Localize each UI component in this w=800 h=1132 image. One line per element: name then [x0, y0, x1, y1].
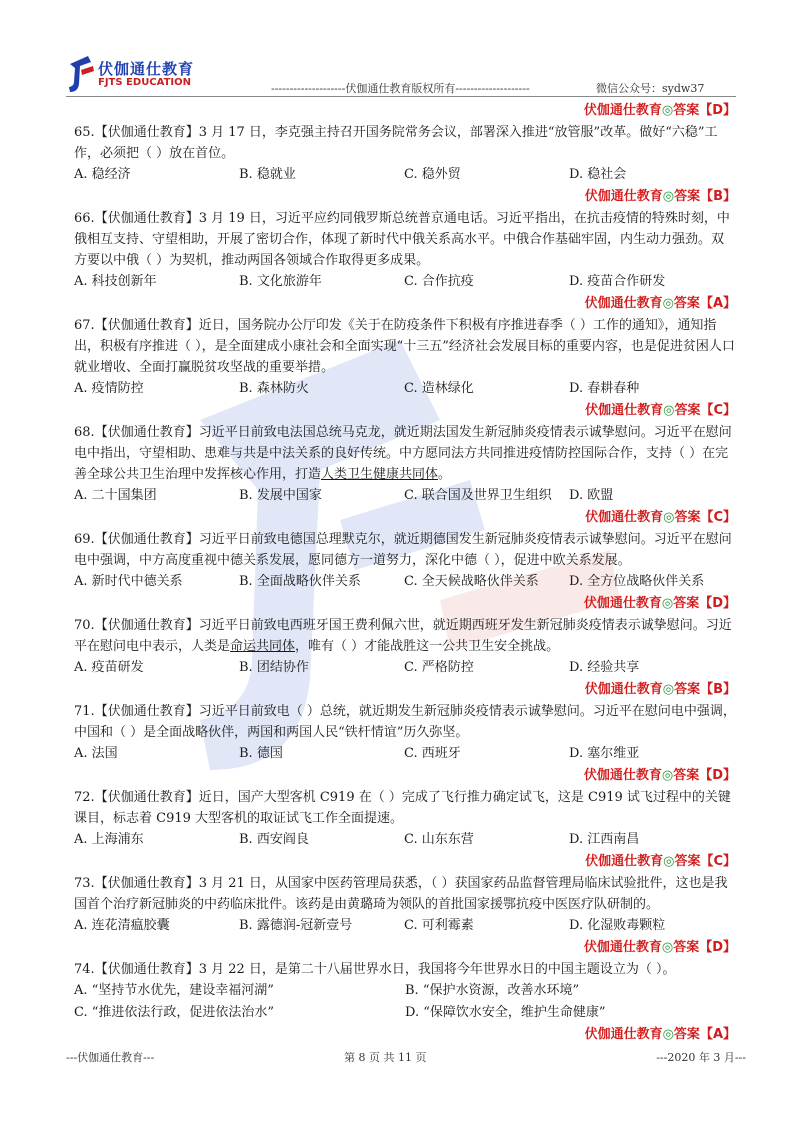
- question-stem: 3 月 17 日，李克强主持召开国务院常务会议，部署深入推进“放管服”改革。做好“六稳”工作，必须把（ ）放在首位。: [74, 125, 718, 161]
- option-d: D. 欧盟: [569, 488, 614, 503]
- question-block: [74, 701, 736, 787]
- option-b: B. 全面战略伙伴关系: [239, 574, 361, 589]
- option-b: B. 西安阎良: [239, 832, 309, 847]
- option-d: D. 稳社会: [569, 167, 627, 182]
- question-source-tag: 【伏伽通仕教育】: [94, 318, 199, 333]
- question-source-tag: 【伏伽通仕教育】: [94, 704, 199, 719]
- option-c: C. 可利霉素: [404, 918, 474, 933]
- option-a: A. 连花清瘟胶囊: [74, 918, 170, 933]
- question-text: [74, 422, 736, 485]
- options-row: [74, 271, 736, 293]
- question-stem: 3 月 22 日，是第二十八届世界水日，我国将今年世界水日的中国主题设立为（ ）。: [198, 962, 676, 977]
- answer-brand: 伏伽通仕教育: [583, 940, 662, 955]
- options-row: [74, 980, 736, 1002]
- option-a: A. 上海浦东: [74, 832, 144, 847]
- answer-label: 答案: [673, 596, 700, 611]
- answer-line: [74, 507, 736, 529]
- answer-label: 答案: [674, 189, 701, 204]
- option-d: D. 疫苗合作研发: [569, 274, 666, 289]
- footer-date: ---2020 年 3 月---: [656, 1051, 746, 1064]
- question-text: [74, 208, 736, 271]
- option-c: C. 稳外贸: [404, 167, 461, 182]
- answer-label: 答案: [673, 103, 700, 118]
- option-c: C. “推进依法行政，促进依法治水”: [74, 1005, 275, 1020]
- options-row: [74, 1002, 736, 1024]
- option-a: A. 疫苗研发: [74, 660, 144, 675]
- answer-label: 答案: [673, 1027, 700, 1042]
- question-source-tag: 【伏伽通仕教育】: [94, 618, 199, 633]
- option-d: D. “保障饮水安全，维护生命健康”: [405, 1005, 606, 1020]
- answer-label: 答案: [673, 768, 700, 783]
- question-block: [74, 615, 736, 701]
- question-block: [74, 787, 736, 873]
- check-icon: ◎: [661, 940, 674, 955]
- answer-value: 【D】: [699, 940, 736, 955]
- check-icon: ◎: [662, 296, 674, 311]
- answer-line: [74, 186, 736, 208]
- option-b: B. 发展中国家: [239, 488, 322, 503]
- answer-value: 【D】: [699, 768, 736, 783]
- options-row: [74, 378, 736, 400]
- answer-label: 答案: [674, 403, 701, 418]
- question-block: [74, 873, 736, 959]
- options-row: [74, 571, 736, 593]
- question-text: [74, 122, 736, 164]
- question-stem: 习近平日前致电西班牙国王费利佩六世，就近期西班牙发生新冠肺炎疫情表示诚挚慰问。习近平在慰问电中表示，人类是: [74, 618, 732, 654]
- option-a: A. “坚持节水优先，建设幸福河湖”: [74, 983, 274, 998]
- answer-value: 【B】: [700, 682, 736, 697]
- logo-icon: [66, 52, 96, 94]
- question-text: [74, 529, 736, 571]
- options-row: [74, 829, 736, 851]
- option-c: C. 联合国及世界卫生组织: [404, 488, 552, 503]
- logo-text-en: FJTS EDUCATION: [98, 77, 192, 88]
- answer-brand: 伏伽通仕教育: [584, 1027, 663, 1042]
- question-stem-end: 。: [438, 467, 452, 482]
- option-a: A. 疫情防控: [74, 381, 144, 396]
- answer-value: 【A】: [699, 1027, 736, 1042]
- option-c: C. 全天候战略伙伴关系: [404, 574, 539, 589]
- option-b: B. 文化旅游年: [239, 274, 322, 289]
- question-stem: 习近平日前致电法国总统马克龙，就近期法国发生新冠肺炎疫情表示诚挚慰问。习近平在慰问电中指出，守望相助、患难与共是中法关系的良好传统。中方愿同法方共同推进疫情防控国际合作，支持（ ）在完善全球公共卫生治理中发挥核心作用，打造: [74, 425, 732, 482]
- question-block: [74, 959, 736, 1046]
- answer-value: 【D】: [699, 103, 736, 118]
- answer-value: 【B】: [700, 189, 736, 204]
- answer-line: [74, 937, 736, 959]
- option-a: A. 稳经济: [74, 167, 131, 182]
- page-header: [66, 52, 746, 96]
- option-a: A. 科技创新年: [74, 274, 157, 289]
- answer-brand: 伏伽通仕教育: [584, 296, 663, 311]
- header-divider: [66, 96, 736, 97]
- question-text: [74, 873, 736, 915]
- check-icon: ◎: [661, 596, 674, 611]
- copyright-line: --------------------伏伽通仕教育版权所有--------------------: [271, 82, 530, 95]
- question-source-tag: 【伏伽通仕教育】: [94, 790, 199, 805]
- question-list: [74, 100, 736, 1046]
- question-number: 65.: [74, 125, 95, 140]
- answer-line: [74, 851, 736, 873]
- answer-brand: 伏伽通仕教育: [585, 510, 664, 525]
- question-source-tag: 【伏伽通仕教育】: [94, 425, 199, 440]
- answer-brand: 伏伽通仕教育: [584, 682, 663, 697]
- question-text: [74, 615, 736, 657]
- option-c: C. 严格防控: [404, 660, 474, 675]
- question-text: [74, 315, 736, 378]
- question-underlined-term: 命运共同体: [230, 639, 296, 654]
- option-b: B. 露德润-冠新壹号: [239, 918, 353, 933]
- question-source-tag: 【伏伽通仕教育】: [94, 962, 199, 977]
- answer-line: [74, 1024, 736, 1046]
- question-stem: 习近平日前致电（ ）总统，就近期发生新冠肺炎疫情表示诚挚慰问。习近平在慰问电中强调，中国和（ ）是全面战略伙伴，两国和两国人民“铁杆情谊”历久弥坚。: [74, 704, 736, 740]
- check-icon: ◎: [662, 682, 675, 697]
- question-number: 72.: [74, 790, 95, 805]
- answer-value: 【C】: [700, 854, 736, 869]
- question-block: [74, 529, 736, 615]
- question-block: [74, 122, 736, 208]
- options-row: [74, 657, 736, 679]
- wechat-account: 微信公众号：sydw37: [596, 82, 705, 95]
- answer-label: 答案: [674, 510, 701, 525]
- answer-value: 【A】: [699, 296, 736, 311]
- answer-brand: 伏伽通仕教育: [583, 768, 662, 783]
- answer-brand: 伏伽通仕教育: [583, 596, 662, 611]
- answer-label: 答案: [674, 682, 701, 697]
- question-source-tag: 【伏伽通仕教育】: [94, 211, 199, 226]
- question-source-tag: 【伏伽通仕教育】: [94, 532, 199, 547]
- option-c: C. 造林绿化: [404, 381, 474, 396]
- answer-value: 【C】: [700, 403, 736, 418]
- check-icon: ◎: [663, 854, 675, 869]
- question-stem: 3 月 19 日，习近平应约同俄罗斯总统普京通电话。习近平指出，在抗击疫情的特殊时刻，中俄相互支持、守望相助，开展了密切合作，体现了新时代中俄关系高水平。中俄合作基础牢固，内生动力强劲。双方要以中俄（ ）为契机，推动两国各领域合作取得更多成果。: [74, 211, 730, 268]
- question-number: 73.: [74, 876, 95, 891]
- options-row: [74, 485, 736, 507]
- check-icon: ◎: [661, 103, 674, 118]
- option-d: D. 江西南昌: [569, 832, 640, 847]
- answer-brand: 伏伽通仕教育: [585, 854, 664, 869]
- answer-line: [74, 293, 736, 315]
- option-c: C. 西班牙: [404, 746, 461, 761]
- footer-left: ---伏伽通仕教育---: [66, 1051, 155, 1064]
- question-number: 71.: [74, 704, 95, 719]
- question-stem: 近日，国产大型客机 C919 在（ ）完成了飞行推力确定试飞，这是 C919 试飞过程中的关键课目，标志着 C919 大型客机的取证试飞工作全面提速。: [74, 790, 731, 826]
- question-number: 68.: [74, 425, 95, 440]
- brand-logo: [66, 52, 266, 96]
- question-number: 70.: [74, 618, 95, 633]
- answer-line: [74, 400, 736, 422]
- options-row: [74, 915, 736, 937]
- option-b: B. 团结协作: [239, 660, 309, 675]
- question-number: 67.: [74, 318, 95, 333]
- option-a: A. 二十国集团: [74, 488, 157, 503]
- question-text: [74, 959, 736, 980]
- question-block: [74, 315, 736, 422]
- option-d: D. 化湿败毒颗粒: [569, 918, 666, 933]
- answer-brand: 伏伽通仕教育: [583, 103, 662, 118]
- option-a: A. 法国: [74, 746, 118, 761]
- question-text: [74, 701, 736, 743]
- answer-label: 答案: [673, 296, 700, 311]
- option-d: D. 春耕春种: [569, 381, 640, 396]
- question-block: [74, 208, 736, 315]
- option-c: C. 合作抗疫: [404, 274, 474, 289]
- option-c: C. 山东东营: [404, 832, 474, 847]
- option-d: D. 经验共享: [569, 660, 640, 675]
- question-number: 74.: [74, 962, 95, 977]
- check-icon: ◎: [663, 510, 675, 525]
- page-number: 第 8 页 共 11 页: [344, 1051, 427, 1064]
- check-icon: ◎: [663, 403, 675, 418]
- question-block: [74, 422, 736, 529]
- option-d: D. 塞尔维亚: [569, 746, 640, 761]
- options-row: [74, 164, 736, 186]
- question-number: 69.: [74, 532, 95, 547]
- answer-line: [74, 765, 736, 787]
- question-stem: 近日，国务院办公厅印发《关于在防疫条件下积极有序推进春季（ ）工作的通知》，通知指出，积极有序推进（ ），是全面建成小康社会和全面实现“十三五”经济社会发展目标的重要内容，也是促进贫困人口就业增收、全面打赢脱贫攻坚战的重要举措。: [74, 318, 735, 375]
- option-b: B. 稳就业: [239, 167, 296, 182]
- answer-line: [74, 679, 736, 701]
- answer-line: [74, 593, 736, 615]
- check-icon: ◎: [662, 189, 675, 204]
- question-number: 66.: [74, 211, 95, 226]
- option-b: B. 德国: [239, 746, 283, 761]
- answer-brand: 伏伽通仕教育: [585, 403, 664, 418]
- question-source-tag: 【伏伽通仕教育】: [94, 125, 199, 140]
- option-b: B. 森林防火: [239, 381, 309, 396]
- question-stem: 习近平日前致电德国总理默克尔，就近期德国发生新冠肺炎疫情表示诚挚慰问。习近平在慰问电中强调，中方高度重视中德关系发展，愿同德方一道努力，深化中德（ ），促进中欧关系发展。: [74, 532, 732, 568]
- check-icon: ◎: [662, 1027, 674, 1042]
- question-text: [74, 787, 736, 829]
- options-row: [74, 743, 736, 765]
- question-source-tag: 【伏伽通仕教育】: [94, 876, 199, 891]
- logo-text-cn: 伏伽通仕教育: [98, 60, 195, 78]
- option-d: D. 全方位战略伙伴关系: [569, 574, 705, 589]
- question-underlined-term: 人类卫生健康共同体: [321, 467, 439, 482]
- answer-label: 答案: [674, 854, 701, 869]
- check-icon: ◎: [661, 768, 674, 783]
- answer-line: [74, 100, 736, 122]
- answer-value: 【C】: [700, 510, 736, 525]
- answer-brand: 伏伽通仕教育: [584, 189, 663, 204]
- option-b: B. “保护水资源，改善水环境”: [405, 983, 580, 998]
- question-stem: 3 月 21 日，从国家中医药管理局获悉，（ ）获国家药品监督管理局临床试验批件，这也是我国首个治疗新冠肺炎的中药临床批件。该药是由黄璐琦为领队的首批国家援鄂抗疫中医医疗队研制的。: [74, 876, 728, 912]
- answer-value: 【D】: [699, 596, 736, 611]
- answer-label: 答案: [673, 940, 700, 955]
- question-stem-end: ，唯有（ ）才能战胜这一公共卫生安全挑战。: [295, 639, 560, 654]
- option-a: A. 新时代中德关系: [74, 574, 183, 589]
